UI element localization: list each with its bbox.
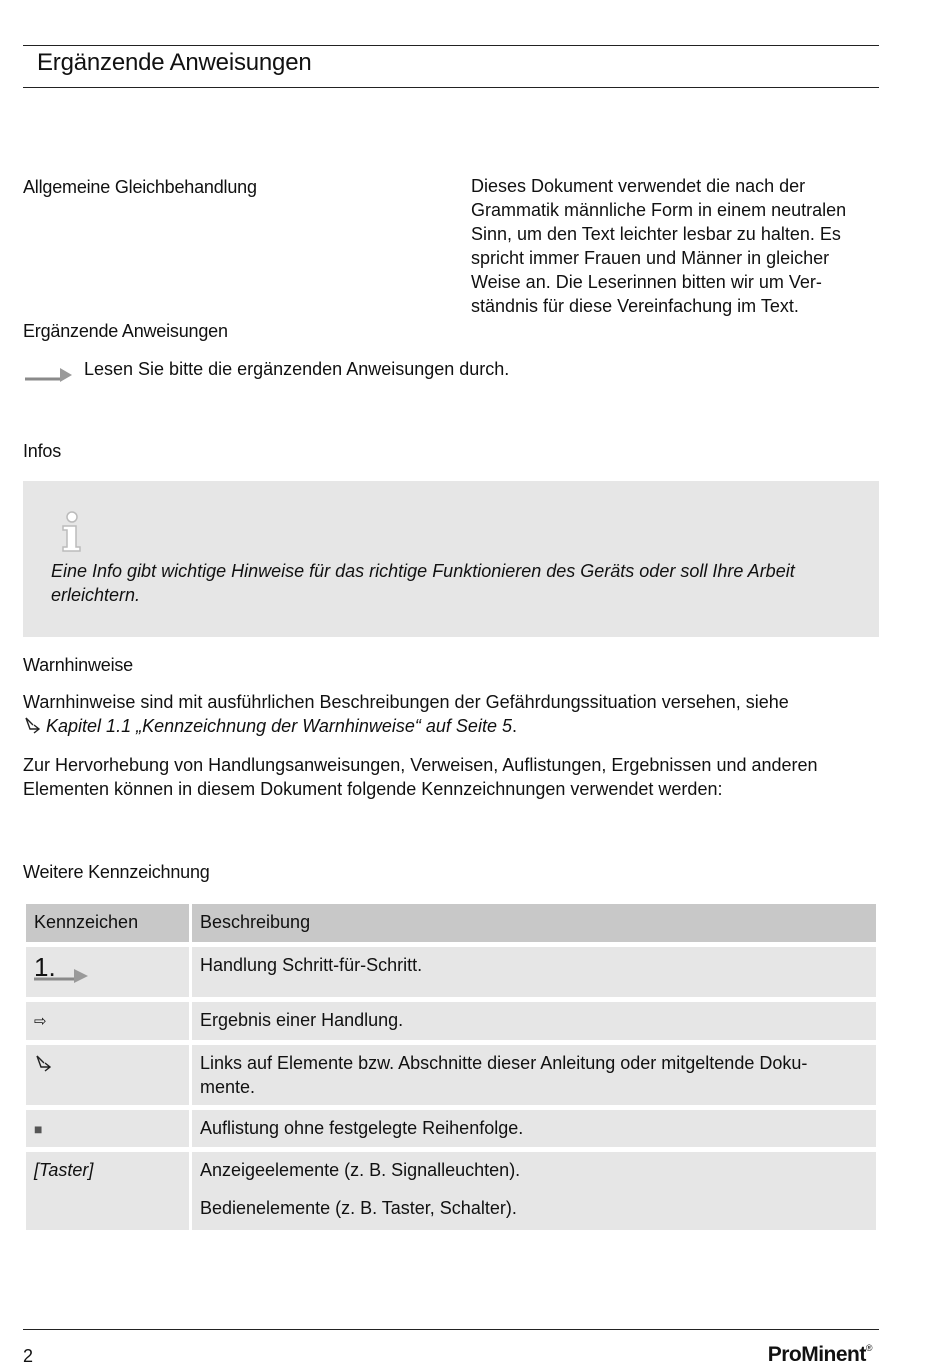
mark-cell — [26, 947, 189, 997]
description-cell — [192, 1152, 876, 1230]
general-equality-text — [471, 174, 881, 318]
general-text-line: Dieses Dokument verwendet die nach der — [471, 176, 806, 196]
warnings-paragraph — [23, 690, 883, 738]
column-header-description: Beschreibung — [192, 904, 876, 942]
result-arrow-icon: ⇨ — [34, 1013, 47, 1030]
link-hand-icon — [23, 716, 41, 734]
table-row — [26, 947, 876, 997]
description-line: Links auf Elemente bzw. Abschnitte dieser Anleitung oder mitgeltende Doku- — [200, 1053, 808, 1073]
square-bullet-icon: ■ — [34, 1121, 43, 1137]
description-cell: Handlung Schritt-für-Schritt. — [192, 947, 876, 997]
section-heading-general: Allgemeine Gleichbehandlung — [23, 177, 257, 197]
description-line: Anzeigeelemente (z. B. Signalleuchten). — [200, 1160, 521, 1180]
warnings-text-line: Warnhinweise sind mit ausführlichen Beschreibungen der Gefährdungssituation versehen, siehe — [23, 692, 789, 712]
header-top-rule — [23, 45, 879, 46]
info-text-line: erleichtern. — [51, 585, 141, 605]
instruction-arrow-icon — [24, 366, 74, 384]
mark-cell — [26, 1045, 189, 1105]
footer-rule — [23, 1329, 879, 1330]
link-hand-icon — [34, 1054, 52, 1072]
general-text-line: Weise an. Die Leserinnen bitten wir um Ver- — [471, 272, 822, 292]
table-row — [26, 1152, 876, 1230]
marks-table — [23, 899, 879, 1235]
table-row — [26, 1110, 876, 1147]
table-row — [26, 1045, 876, 1105]
header-bottom-rule — [23, 87, 879, 88]
info-text-line: Eine Info gibt wichtige Hinweise für das richtige Funktionieren des Geräts oder soll Ihre Arbeit — [51, 561, 795, 581]
info-text — [51, 559, 861, 607]
table-header-row — [26, 904, 876, 942]
chapter-link[interactable]: Kapitel 1.1 „Kennzeichnung der Warnhinweise“ auf Seite 5 — [46, 716, 512, 736]
info-box — [23, 481, 879, 637]
section-heading-supplementary: Ergänzende Anweisungen — [23, 321, 228, 341]
general-text-line: spricht immer Frauen und Männer in gleicher — [471, 248, 830, 268]
page-number: 2 — [23, 1346, 34, 1366]
section-heading-marks: Weitere Kennzeichnung — [23, 862, 210, 882]
markings-intro-line: Zur Hervorhebung von Handlungsanweisungen, Verweisen, Auflistungen, Ergebnissen und anderen — [23, 755, 818, 775]
logo-text: ProMinent — [767, 1343, 866, 1366]
description-line: mente. — [200, 1077, 256, 1097]
page-title: Ergänzende Anweisungen — [37, 49, 312, 76]
prominent-logo — [768, 1343, 872, 1367]
column-header-mark: Kennzeichen — [26, 904, 189, 942]
general-text-line: Grammatik männliche Form in einem neutralen — [471, 200, 847, 220]
link-suffix: . — [511, 716, 517, 736]
description-cell — [192, 1045, 876, 1105]
mark-cell — [26, 1002, 189, 1040]
description-cell: Auflistung ohne festgelegte Reihenfolge. — [192, 1110, 876, 1147]
general-text-line: ständnis für diese Vereinfachung im Text. — [471, 296, 799, 316]
markings-intro-paragraph — [23, 753, 883, 801]
supplementary-instruction: Lesen Sie bitte die ergänzenden Anweisungen durch. — [84, 359, 510, 379]
section-heading-infos: Infos — [23, 441, 62, 461]
step-arrow-icon — [32, 965, 90, 985]
markings-intro-line: Elementen können in diesem Dokument folgende Kennzeichnungen verwendet werden: — [23, 779, 723, 799]
mark-cell: [Taster] — [26, 1152, 189, 1230]
description-cell: Ergebnis einer Handlung. — [192, 1002, 876, 1040]
step-number: 1. — [34, 952, 56, 982]
table-row — [26, 1002, 876, 1040]
mark-cell — [26, 1110, 189, 1147]
warnings-link-line — [23, 714, 883, 738]
description-line: Bedienelemente (z. B. Taster, Schalter). — [200, 1198, 517, 1218]
logo-registered-mark: ® — [865, 1343, 872, 1353]
section-heading-warnings: Warnhinweise — [23, 655, 133, 675]
general-text-line: Sinn, um den Text leichter lesbar zu halten. Es — [471, 224, 841, 244]
info-icon — [59, 511, 85, 553]
